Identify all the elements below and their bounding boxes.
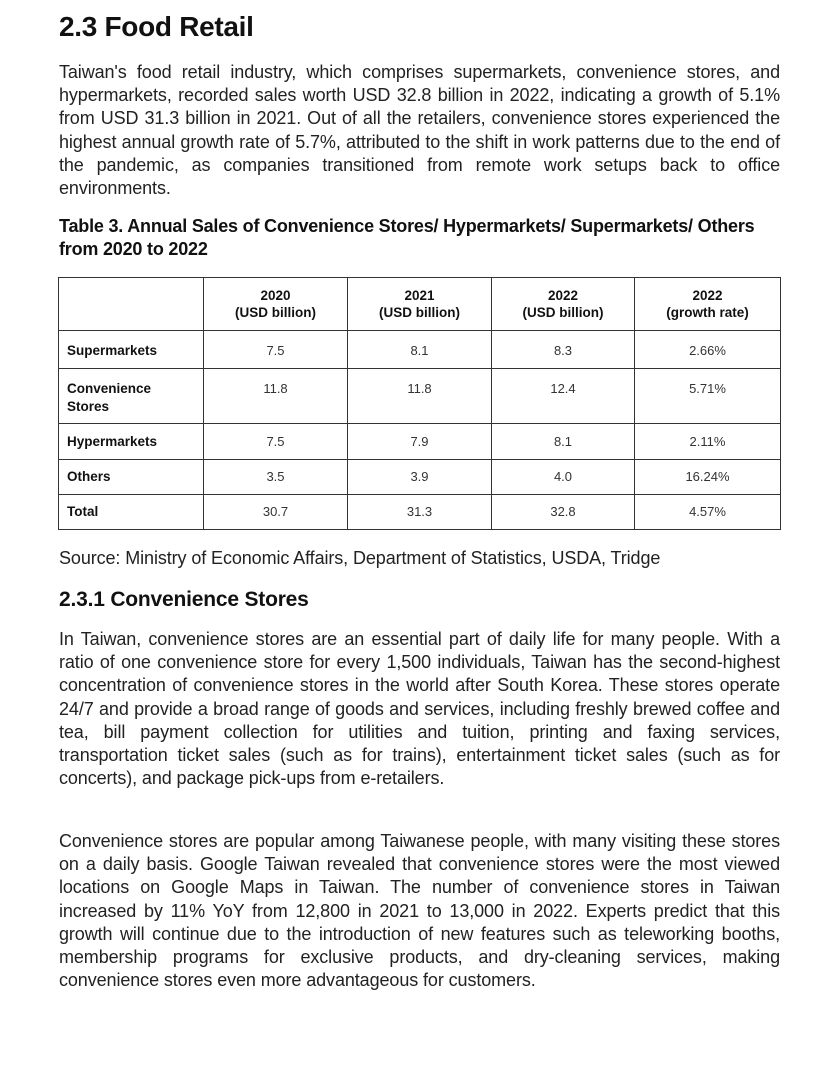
cell-growth: 16.24%	[635, 460, 781, 495]
cell-2020: 7.5	[204, 331, 348, 369]
cell-2021: 8.1	[348, 331, 492, 369]
table-header-row	[59, 278, 781, 331]
table-row	[59, 369, 781, 424]
table-row-total	[59, 495, 781, 530]
cell-2020: 7.5	[204, 424, 348, 460]
intro-paragraph: Taiwan's food retail industry, which comprises supermarkets, convenience stores, and hypermarkets, recorded sales worth USD 32.8 billion in 2022, indicating a growth of 5.1% from USD 31.3 billion in 2021. Out of all the retailers, convenience stores experienced the highest annual growth rate of 5.7%, attributed to the shift in work patterns due to the end of the pandemic, as companies transitioned from remote work setups back to office environments.	[59, 62, 780, 199]
cell-2022: 8.3	[492, 331, 635, 369]
header-cell-2021: 2021 (USD billion)	[348, 278, 492, 331]
cell-2022: 32.8	[492, 495, 635, 530]
cell-2020: 30.7	[204, 495, 348, 530]
convenience-stores-paragraph-2: Convenience stores are popular among Taiwanese people, with many visiting these stores on a daily basis. Google Taiwan revealed that convenience stores were the most viewed locations on Google Maps in Taiwan. The number of convenience stores in Taiwan increased by 11% YoY from 12,800 in 2021 to 13,000 in 2022. Experts predict that this growth will continue due to the introduction of new features such as teleworking booths, membership programs for exclusive products, and dry-cleaning services, making convenience stores even more advantageous for customers.	[59, 831, 780, 991]
cell-2021: 11.8	[348, 369, 492, 424]
header-cell-2022: 2022 (USD billion)	[492, 278, 635, 331]
table-row	[59, 331, 781, 369]
row-label: Total	[59, 495, 204, 530]
section-title: 2.3 Food Retail	[59, 11, 254, 42]
sales-table	[58, 277, 781, 530]
header-cell-2020: 2020 (USD billion)	[204, 278, 348, 331]
row-label: Supermarkets	[59, 331, 204, 369]
cell-2021: 3.9	[348, 460, 492, 495]
cell-2022: 4.0	[492, 460, 635, 495]
table-row	[59, 424, 781, 460]
row-label: Hypermarkets	[59, 424, 204, 460]
cell-2021: 7.9	[348, 424, 492, 460]
cell-2020: 11.8	[204, 369, 348, 424]
subsection-title: 2.3.1 Convenience Stores	[59, 588, 309, 611]
cell-2020: 3.5	[204, 460, 348, 495]
row-label: Convenience Stores	[59, 369, 204, 424]
table-source: Source: Ministry of Economic Affairs, Department of Statistics, USDA, Tridge	[59, 548, 661, 568]
header-cell-empty	[59, 278, 204, 331]
row-label: Others	[59, 460, 204, 495]
header-cell-growth: 2022 (growth rate)	[635, 278, 781, 331]
table-caption: Table 3. Annual Sales of Convenience Stores/ Hypermarkets/ Supermarkets/ Others from 2020 to 2022	[59, 216, 755, 259]
cell-2022: 8.1	[492, 424, 635, 460]
cell-growth: 2.66%	[635, 331, 781, 369]
convenience-stores-paragraph-1: In Taiwan, convenience stores are an essential part of daily life for many people. With a ratio of one convenience store for every 1,500 individuals, Taiwan has the second-highest concentration of convenience stores in the world after South Korea. These stores operate 24/7 and provide a broad range of goods and services, including freshly brewed coffee and tea, bill payment collection for utilities and tuition, printing and faxing services, transportation ticket sales (such as for trains), entertainment ticket sales (such as for concerts), and package pick-ups from e-retailers.	[59, 629, 780, 789]
cell-growth: 4.57%	[635, 495, 781, 530]
cell-growth: 5.71%	[635, 369, 781, 424]
cell-2022: 12.4	[492, 369, 635, 424]
cell-2021: 31.3	[348, 495, 492, 530]
cell-growth: 2.11%	[635, 424, 781, 460]
table-row	[59, 460, 781, 495]
